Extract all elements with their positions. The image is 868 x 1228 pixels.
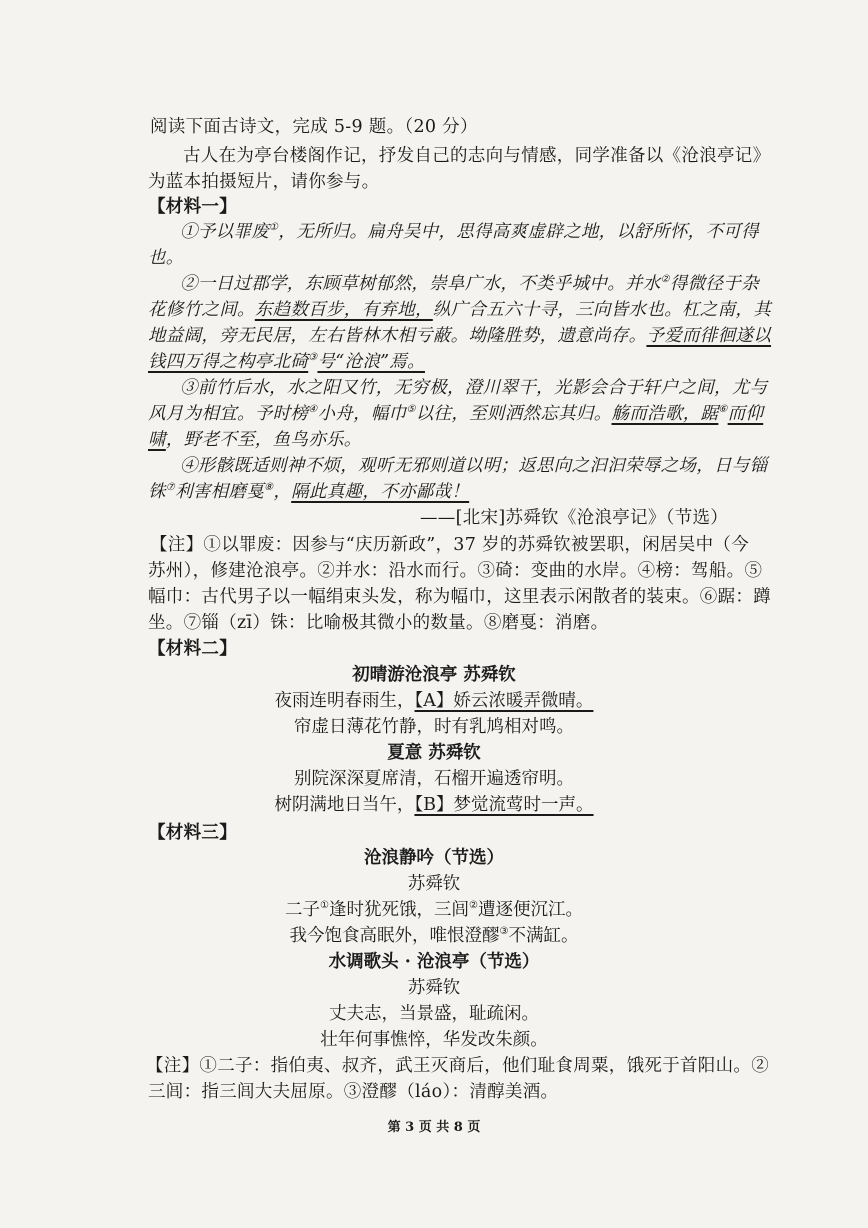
line-a-underlined: 【A】娇云浓暖弄微晴。 [414,691,594,711]
poem-3-title: 沧浪静吟（节选） [364,848,504,868]
page-footer: 第 3 页 共 8 页 [387,1120,481,1135]
material-1-label: 【材料一】 [148,197,237,217]
question-intro: 阅读下面古诗文，完成 5-9 题。（20 分） [150,117,478,137]
m1-para-1-line-2: 也。 [148,248,184,268]
poem-1-line-2: 帘虚日薄花竹静，时有乳鸠相对鸣。 [294,717,574,737]
m1-para-3-line-3: 啸，野老不至，鱼鸟亦乐。 [148,430,362,450]
m1-para-2-line-2: 花修竹之间。东趋数百步，有弃地，纵广合五六十寻，三向皆水也。杠之南，其 [148,300,772,320]
m3-note-line-2: 三闾：指三闾大夫屈原。③澄醪（láo）：清醇美酒。 [148,1082,559,1102]
m1-note-line-3: 幅巾：古代男子以一幅绢束头发，称为幅巾，这里表示闲散者的装束。⑥踞：蹲 [148,587,771,607]
m1-para-3-line-1: ③前竹后水，水之阳又竹，无穷极，澄川翠干，光影会合于轩户之间，尤与 [180,378,768,398]
material-2-label: 【材料二】 [148,639,237,659]
underlined-sentence-4: 隔此真趣，不亦鄙哉！ [291,482,470,502]
m1-para-2-line-1: ②一日过郡学，东顾草树郁然，崇阜广水，不类乎城中。并水②得微径于杂 [180,274,759,294]
poem-4-author: 苏舜钦 [407,978,461,998]
m1-note-line-1: 【注】①以罪废：因参与“庆历新政”，37 岁的苏舜钦被罢职，闲居吴中（今 [150,535,750,555]
m1-para-2-line-4: 钱四万得之构亭北碕③号“沧浪”焉。 [148,352,425,372]
underlined-sentence-1: 东趋数百步，有弃地， [254,300,433,320]
poem-2-line-1: 别院深深夏席清，石榴开遍透帘明。 [294,769,574,789]
underlined-sentence-2a: 予爱而徘徊遂以 [646,326,772,346]
task-line-2: 为蓝本拍摄短片，请你参与。 [148,172,380,192]
poem-4-line-2: 壮年何事憔悴，华发改朱颜。 [320,1030,548,1050]
poem-3-line-2: 我今饱食高眠外，唯恨澄醪③不满缸。 [289,926,579,946]
m1-note-line-2: 苏州），修建沧浪亭。②并水：沿水而行。③碕：变曲的水岸。④榜：驾船。⑤ [148,561,763,581]
m1-source: ——[北宋]苏舜钦《沧浪亭记》（节选） [420,508,729,528]
underlined-sentence-3a: 觞而浩歌，踞 [611,404,719,424]
m1-note-line-4: 坐。⑦锱（zī）铢：比喻极其微小的数量。⑧磨戛：消磨。 [148,613,609,633]
poem-1-line-1: 夜雨连明春雨生，【A】娇云浓暖弄微晴。 [274,691,594,711]
poem-1-title: 初晴游沧浪亭 苏舜钦 [352,665,516,685]
m1-para-4-line-1: ④形骸既适则神不烦，观听无邪则道以明；返思向之汩汩荣辱之场，日与锱 [180,456,768,476]
poem-2-line-2: 树阴满地日当午，【B】梦觉流莺时一声。 [274,795,594,815]
line-b-underlined: 【B】梦觉流莺时一声。 [414,795,594,815]
poem-4-line-1: 丈夫志，当景盛，耻疏闲。 [329,1004,539,1024]
m1-para-2-line-3: 地益阔，旁无民居，左右皆林木相亏蔽。坳隆胜势，遗意尚存。予爱而徘徊遂以 [148,326,772,346]
m1-para-4-line-2: 铢⑦利害相磨戛⑧，隔此真趣，不亦鄙哉！ [148,482,470,502]
poem-3-line-1: 二子①逢时犹死饿，三闾②遭逐便沉江。 [285,900,583,920]
m3-note-line-1: 【注】①二子：指伯夷、叔齐，武王灭商后，他们耻食周粟，饿死于首阳山。② [146,1056,769,1076]
poem-3-author: 苏舜钦 [407,874,461,894]
m1-para-1-line-1: ①予以罪废①，无所归。扁舟吴中，思得高爽虚辟之地，以舒所怀，不可得 [180,222,759,242]
underlined-sentence-2b: 钱四万得之构亭北碕 [148,352,309,372]
m1-para-3-line-2: 风月为相宜。予时榜④小舟，幅巾⑤以往，至则洒然忘其归。觞而浩歌，踞⑥而仰 [148,404,764,424]
poem-4-title: 水调歌头 · 沧浪亭（节选） [328,952,540,972]
poem-2-title: 夏意 苏舜钦 [387,743,481,763]
material-3-label: 【材料三】 [148,823,237,843]
underlined-sentence-3b: 啸 [148,430,166,450]
task-line-1: 古人在为亭台楼阁作记，抒发自己的志向与情感，同学准备以《沧浪亭记》 [183,146,771,166]
